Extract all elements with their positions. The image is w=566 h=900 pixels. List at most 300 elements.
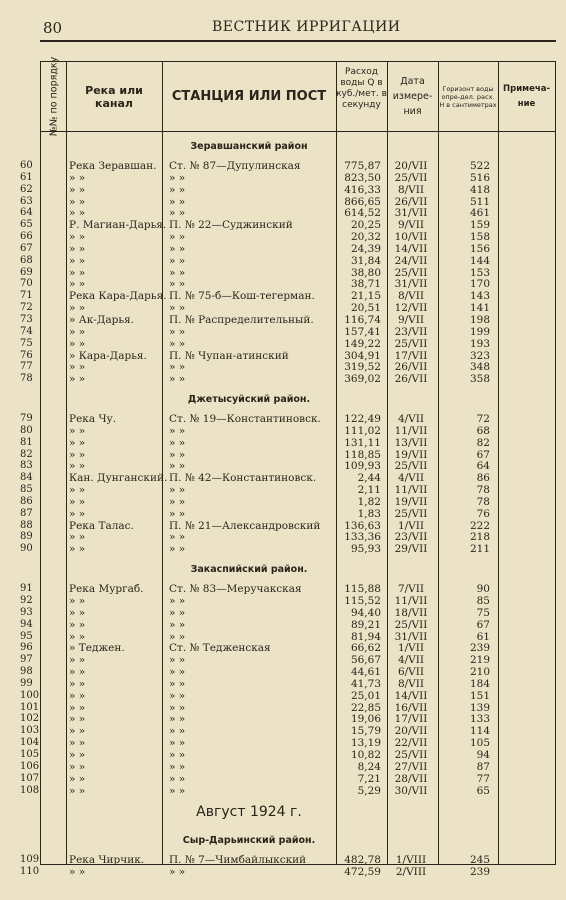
row-number: 63 xyxy=(20,195,33,207)
river-cell: Река Мургаб. xyxy=(69,583,144,596)
station-cell: Ст. № 87—Дупулинская xyxy=(169,160,301,172)
header-number xyxy=(41,56,66,137)
date-cell: 9/VII xyxy=(397,313,425,326)
table-row xyxy=(20,484,555,497)
date-cell: 17/VII xyxy=(394,349,428,362)
date-cell: 31/VII xyxy=(394,207,428,220)
flow-cell: 5,29 xyxy=(357,784,381,797)
header-station: СТАНЦИЯ ИЛИ ПОСТ xyxy=(171,89,327,104)
station-cell: » » xyxy=(169,689,186,702)
row-number: 79 xyxy=(20,413,33,425)
station-cell: » » xyxy=(169,507,186,520)
river-cell: » » xyxy=(69,531,86,544)
table-row xyxy=(20,413,555,426)
date-cell: 26/VII xyxy=(394,361,428,374)
date-cell: 19/VII xyxy=(394,495,428,508)
table-row xyxy=(20,436,555,449)
row-number: 72 xyxy=(20,302,33,314)
table-row xyxy=(20,748,555,761)
flow-cell: 81,94 xyxy=(350,630,381,643)
river-cell: » » xyxy=(69,448,86,461)
row-number: 89 xyxy=(20,531,33,543)
horizon-cell: 82 xyxy=(476,436,490,449)
horizon-cell: 323 xyxy=(469,349,490,362)
station-cell: » » xyxy=(169,760,186,773)
station-cell: П. № 75-б—Кош-тегерман. xyxy=(169,290,315,303)
date-cell: 16/VII xyxy=(394,701,428,714)
station-cell: » » xyxy=(169,373,186,386)
month-heading xyxy=(41,796,555,826)
flow-cell: 109,93 xyxy=(344,460,381,473)
horizon-cell: 522 xyxy=(469,160,490,172)
station-cell: П. № 22—Суджинский xyxy=(169,219,293,232)
flow-cell: 94,40 xyxy=(350,606,381,619)
date-cell: 14/VII xyxy=(394,242,428,255)
horizon-cell: 139 xyxy=(469,701,490,714)
date-cell: 4/VII xyxy=(397,413,425,426)
flow-cell: 319,52 xyxy=(344,361,381,374)
date-cell: 24/VII xyxy=(394,254,428,267)
station-cell: » » xyxy=(169,531,186,544)
header-flow: Расход воды Q в куб./мет. в секунду xyxy=(336,67,387,110)
flow-cell: 15,79 xyxy=(350,725,381,738)
date-cell: 25/VII xyxy=(394,171,428,184)
river-cell: » » xyxy=(69,677,86,690)
section-title: Сыр-Дарьинский район. xyxy=(182,835,316,847)
river-cell: Кан. Дунганский. xyxy=(69,472,168,485)
horizon-cell: 76 xyxy=(476,507,490,520)
river-cell: » » xyxy=(69,231,86,244)
row-number: 93 xyxy=(20,606,33,618)
river-cell: » » xyxy=(69,183,86,196)
date-cell: 10/VII xyxy=(394,231,428,244)
table-row xyxy=(20,361,555,374)
flow-cell: 24,39 xyxy=(350,242,381,255)
flow-cell: 133,36 xyxy=(344,531,381,544)
river-cell: » » xyxy=(69,373,86,386)
row-number: 78 xyxy=(20,373,33,385)
station-cell: » » xyxy=(169,866,186,879)
date-cell: 9/VII xyxy=(397,219,425,232)
river-cell: » » xyxy=(69,784,86,797)
station-cell: » » xyxy=(169,701,186,714)
date-cell: 4/VII xyxy=(397,654,425,667)
header-river: Река или канал xyxy=(85,83,143,110)
flow-cell: 95,93 xyxy=(350,543,381,556)
flow-cell: 472,59 xyxy=(344,866,381,879)
date-cell: 8/VII xyxy=(397,290,425,303)
horizon-cell: 461 xyxy=(469,207,490,220)
river-cell: » » xyxy=(69,325,86,338)
section-title: Джетысуйский район. xyxy=(187,394,311,406)
date-cell: 1/VII xyxy=(397,642,425,655)
table-row xyxy=(20,290,555,303)
river-cell: » » xyxy=(69,606,86,619)
river-cell: » » xyxy=(69,424,86,437)
date-cell: 8/VII xyxy=(397,183,425,196)
date-cell: 8/VII xyxy=(397,677,425,690)
table-row xyxy=(20,531,555,544)
date-cell: 27/VII xyxy=(394,760,428,773)
table-row xyxy=(20,337,555,350)
horizon-cell: 78 xyxy=(476,484,490,497)
row-number: 99 xyxy=(20,677,33,689)
horizon-cell: 94 xyxy=(476,748,490,761)
date-cell: 25/VII xyxy=(394,507,428,520)
date-cell: 1/VII xyxy=(397,519,425,532)
horizon-cell: 219 xyxy=(469,654,490,667)
station-cell: Ст. № 19—Константиновск. xyxy=(169,413,321,426)
table-row xyxy=(20,242,555,255)
horizon-cell: 86 xyxy=(476,472,490,485)
station-cell: П. № 7—Чимбайлыкский xyxy=(169,854,307,867)
table-row xyxy=(20,266,555,279)
river-cell: » » xyxy=(69,725,86,738)
table-row xyxy=(20,677,555,690)
flow-cell: 1,82 xyxy=(357,495,381,508)
flow-cell: 866,65 xyxy=(344,195,381,208)
table-row xyxy=(20,689,555,702)
row-number: 103 xyxy=(20,725,40,737)
header-horizon: Горизонт воды опре-дел. расх. Н в сантиметрах xyxy=(439,84,497,109)
flow-cell: 22,85 xyxy=(350,701,381,714)
river-cell: Река Кара-Дарья. xyxy=(69,290,167,303)
row-number: 100 xyxy=(20,689,40,701)
river-cell: » Кара-Дарья. xyxy=(69,349,147,362)
row-number: 91 xyxy=(20,583,33,595)
station-cell: П. № 21—Александровский xyxy=(169,519,321,532)
row-number: 66 xyxy=(20,231,33,243)
row-number: 74 xyxy=(20,325,33,337)
river-cell: » » xyxy=(69,254,86,267)
horizon-cell: 90 xyxy=(476,583,490,596)
station-cell: » » xyxy=(169,677,186,690)
horizon-cell: 222 xyxy=(469,519,490,532)
station-cell: » » xyxy=(169,606,186,619)
flow-cell: 25,01 xyxy=(350,689,381,702)
station-cell: » » xyxy=(169,618,186,631)
flow-cell: 7,21 xyxy=(357,772,381,785)
row-number: 70 xyxy=(20,278,33,290)
flow-cell: 20,25 xyxy=(350,219,381,232)
table-row xyxy=(20,325,555,338)
table-row xyxy=(20,495,555,508)
station-cell: » » xyxy=(169,784,186,797)
date-cell: 6/VII xyxy=(397,666,425,679)
row-number: 104 xyxy=(20,737,40,749)
flow-cell: 116,74 xyxy=(344,313,381,326)
flow-cell: 8,24 xyxy=(357,760,381,773)
flow-cell: 10,82 xyxy=(350,748,381,761)
river-cell: » » xyxy=(69,748,86,761)
horizon-cell: 85 xyxy=(476,595,490,607)
horizon-cell: 77 xyxy=(476,772,490,785)
date-cell: 31/VII xyxy=(394,630,428,643)
river-cell: » » xyxy=(69,866,86,879)
river-cell: » » xyxy=(69,713,86,726)
flow-cell: 115,88 xyxy=(344,583,381,596)
horizon-cell: 133 xyxy=(469,713,490,726)
date-cell: 25/VII xyxy=(394,266,428,279)
station-cell: » » xyxy=(169,242,186,255)
date-cell: 19/VII xyxy=(394,448,428,461)
horizon-cell: 184 xyxy=(469,677,490,690)
flow-cell: 823,50 xyxy=(344,171,381,184)
header-number-label: №№ по порядку xyxy=(48,56,59,137)
flow-cell: 19,06 xyxy=(350,713,381,726)
horizon-cell: 358 xyxy=(469,373,490,386)
row-number: 83 xyxy=(20,460,33,472)
date-cell: 18/VII xyxy=(394,606,428,619)
row-number: 60 xyxy=(20,160,33,171)
horizon-cell: 65 xyxy=(476,784,490,797)
river-cell: » » xyxy=(69,543,86,556)
horizon-cell: 511 xyxy=(469,195,490,208)
flow-cell: 614,52 xyxy=(344,207,381,220)
date-cell: 26/VII xyxy=(394,195,428,208)
station-cell: » » xyxy=(169,713,186,726)
row-number: 75 xyxy=(20,337,33,349)
table-row xyxy=(20,618,555,631)
station-cell: » » xyxy=(169,278,186,291)
table-row xyxy=(20,583,555,596)
station-cell: » » xyxy=(169,266,186,279)
flow-cell: 38,80 xyxy=(350,266,381,279)
horizon-cell: 64 xyxy=(476,460,490,473)
river-cell: » » xyxy=(69,666,86,679)
header-note: Примеча-ние xyxy=(503,83,550,109)
river-cell: » » xyxy=(69,654,86,667)
table-row xyxy=(20,666,555,679)
row-number: 108 xyxy=(20,784,40,796)
row-number: 77 xyxy=(20,361,33,373)
river-cell: » » xyxy=(69,242,86,255)
flow-cell: 122,49 xyxy=(344,413,381,426)
flow-cell: 115,52 xyxy=(344,595,381,607)
station-cell: » » xyxy=(169,484,186,497)
station-cell: » » xyxy=(169,460,186,473)
header-rule xyxy=(40,40,556,42)
row-number: 88 xyxy=(20,519,33,531)
river-cell: » Теджен. xyxy=(69,642,125,655)
river-cell: » » xyxy=(69,618,86,631)
row-number: 94 xyxy=(20,618,33,630)
row-number: 90 xyxy=(20,543,33,555)
row-number: 71 xyxy=(20,290,33,302)
date-cell: 23/VII xyxy=(394,325,428,338)
table-row xyxy=(20,278,555,291)
date-cell: 31/VII xyxy=(394,278,428,291)
horizon-cell: 114 xyxy=(469,725,490,738)
table-row xyxy=(20,784,555,797)
flow-cell: 482,78 xyxy=(344,854,381,867)
date-cell: 11/VII xyxy=(394,424,428,437)
horizon-cell: 78 xyxy=(476,495,490,508)
flow-cell: 1,83 xyxy=(357,507,381,520)
table-row xyxy=(20,373,555,386)
date-cell: 22/VII xyxy=(394,737,428,750)
row-number: 106 xyxy=(20,760,40,772)
table-row xyxy=(20,654,555,667)
date-cell: 25/VII xyxy=(394,337,428,350)
horizon-cell: 218 xyxy=(469,531,490,544)
horizon-cell: 170 xyxy=(469,278,490,291)
table-row xyxy=(20,171,555,184)
row-number: 98 xyxy=(20,666,33,678)
station-cell: » » xyxy=(169,171,186,184)
station-cell: » » xyxy=(169,195,186,208)
horizon-cell: 67 xyxy=(476,448,490,461)
horizon-cell: 105 xyxy=(469,737,490,750)
table-row xyxy=(20,595,555,607)
date-cell: 29/VII xyxy=(394,543,428,556)
river-cell: » » xyxy=(69,460,86,473)
flow-cell: 369,02 xyxy=(344,373,381,386)
table-row xyxy=(20,543,555,556)
horizon-cell: 144 xyxy=(469,254,490,267)
horizon-cell: 418 xyxy=(469,183,490,196)
table-row xyxy=(20,630,555,643)
row-number: 109 xyxy=(20,854,40,866)
table-row xyxy=(20,424,555,437)
flow-cell: 775,87 xyxy=(344,160,381,172)
table-row xyxy=(20,313,555,326)
table-row xyxy=(20,448,555,461)
horizon-cell: 143 xyxy=(469,290,490,303)
date-cell: 30/VII xyxy=(394,784,428,797)
table-row xyxy=(20,701,555,714)
river-cell: » » xyxy=(69,760,86,773)
horizon-cell: 158 xyxy=(469,231,490,244)
river-cell: » » xyxy=(69,266,86,279)
table-row xyxy=(20,725,555,738)
page-number: 80 xyxy=(43,19,63,37)
table-row xyxy=(20,472,555,485)
river-cell: Река Зеравшан. xyxy=(69,160,157,172)
station-cell: П. № Распределительный. xyxy=(169,313,314,326)
row-number: 110 xyxy=(20,866,40,878)
section-heading xyxy=(41,555,555,583)
row-number: 95 xyxy=(20,630,33,642)
table-row xyxy=(20,349,555,362)
running-head: ВЕСТНИК ИРРИГАЦИИ xyxy=(212,19,401,35)
row-number: 64 xyxy=(20,207,33,219)
table-row xyxy=(20,195,555,208)
section-heading xyxy=(41,132,555,160)
flow-cell: 149,22 xyxy=(344,337,381,350)
date-cell: 12/VII xyxy=(394,302,428,315)
date-cell: 25/VII xyxy=(394,618,428,631)
row-number: 69 xyxy=(20,266,33,278)
station-cell: » » xyxy=(169,666,186,679)
station-cell: » » xyxy=(169,595,186,607)
flow-cell: 2,11 xyxy=(357,484,381,497)
river-cell: » » xyxy=(69,195,86,208)
row-number: 76 xyxy=(20,349,33,361)
table-row xyxy=(20,519,555,532)
station-cell: П. № Чупан-атинский xyxy=(169,349,289,362)
table-body xyxy=(20,132,555,879)
river-cell: » » xyxy=(69,495,86,508)
date-cell: 14/VII xyxy=(394,689,428,702)
flow-cell: 31,84 xyxy=(350,254,381,267)
row-number: 92 xyxy=(20,595,33,606)
river-cell: » » xyxy=(69,595,86,607)
river-cell: » » xyxy=(69,171,86,184)
date-cell: 23/VII xyxy=(394,531,428,544)
date-cell: 20/VII xyxy=(394,725,428,738)
horizon-cell: 210 xyxy=(469,666,490,679)
river-cell: » » xyxy=(69,207,86,220)
row-number: 85 xyxy=(20,484,33,496)
date-cell: 26/VII xyxy=(394,373,428,386)
date-cell: 7/VII xyxy=(397,583,425,596)
river-cell: » Ак-Дарья. xyxy=(69,313,135,326)
horizon-cell: 211 xyxy=(469,543,490,556)
station-cell: » » xyxy=(169,630,186,643)
station-cell: » » xyxy=(169,231,186,244)
station-cell: » » xyxy=(169,302,186,315)
flow-cell: 66,62 xyxy=(350,642,381,655)
row-number: 84 xyxy=(20,472,33,484)
river-cell: » » xyxy=(69,689,86,702)
river-cell: » » xyxy=(69,278,86,291)
station-cell: » » xyxy=(169,183,186,196)
horizon-cell: 153 xyxy=(469,266,490,279)
row-number: 107 xyxy=(20,772,40,784)
flow-cell: 111,02 xyxy=(344,424,381,437)
river-cell: Река Чирчик. xyxy=(69,854,145,867)
flow-cell: 118,85 xyxy=(344,448,381,461)
table-row xyxy=(20,460,555,473)
row-number: 105 xyxy=(20,748,40,760)
section-title: Закаспийский район. xyxy=(190,564,308,576)
horizon-cell: 141 xyxy=(469,302,490,315)
horizon-cell: 87 xyxy=(476,760,490,773)
station-cell: » » xyxy=(169,654,186,667)
row-number: 68 xyxy=(20,254,33,266)
horizon-cell: 156 xyxy=(469,242,490,255)
river-cell: Река Талас. xyxy=(69,519,134,532)
row-number: 67 xyxy=(20,242,33,254)
horizon-cell: 245 xyxy=(469,854,490,867)
date-cell: 17/VII xyxy=(394,713,428,726)
horizon-cell: 151 xyxy=(469,689,490,702)
flow-cell: 21,15 xyxy=(350,290,381,303)
row-number: 73 xyxy=(20,313,33,325)
river-cell: » » xyxy=(69,302,86,315)
river-cell: » » xyxy=(69,630,86,643)
table-row xyxy=(20,207,555,220)
station-cell: » » xyxy=(169,436,186,449)
station-cell: » » xyxy=(169,772,186,785)
horizon-cell: 198 xyxy=(469,313,490,326)
date-cell: 25/VII xyxy=(394,748,428,761)
table-row xyxy=(20,160,555,172)
river-cell: » » xyxy=(69,436,86,449)
flow-cell: 89,21 xyxy=(350,618,381,631)
station-cell: » » xyxy=(169,495,186,508)
horizon-cell: 72 xyxy=(476,413,490,426)
date-cell: 11/VII xyxy=(394,484,428,497)
section-heading xyxy=(41,385,555,413)
horizon-cell: 61 xyxy=(476,630,490,643)
date-cell: 1/VIII xyxy=(395,854,427,867)
station-cell: » » xyxy=(169,254,186,267)
row-number: 81 xyxy=(20,436,33,448)
river-cell: » » xyxy=(69,701,86,714)
flow-cell: 136,63 xyxy=(344,519,381,532)
